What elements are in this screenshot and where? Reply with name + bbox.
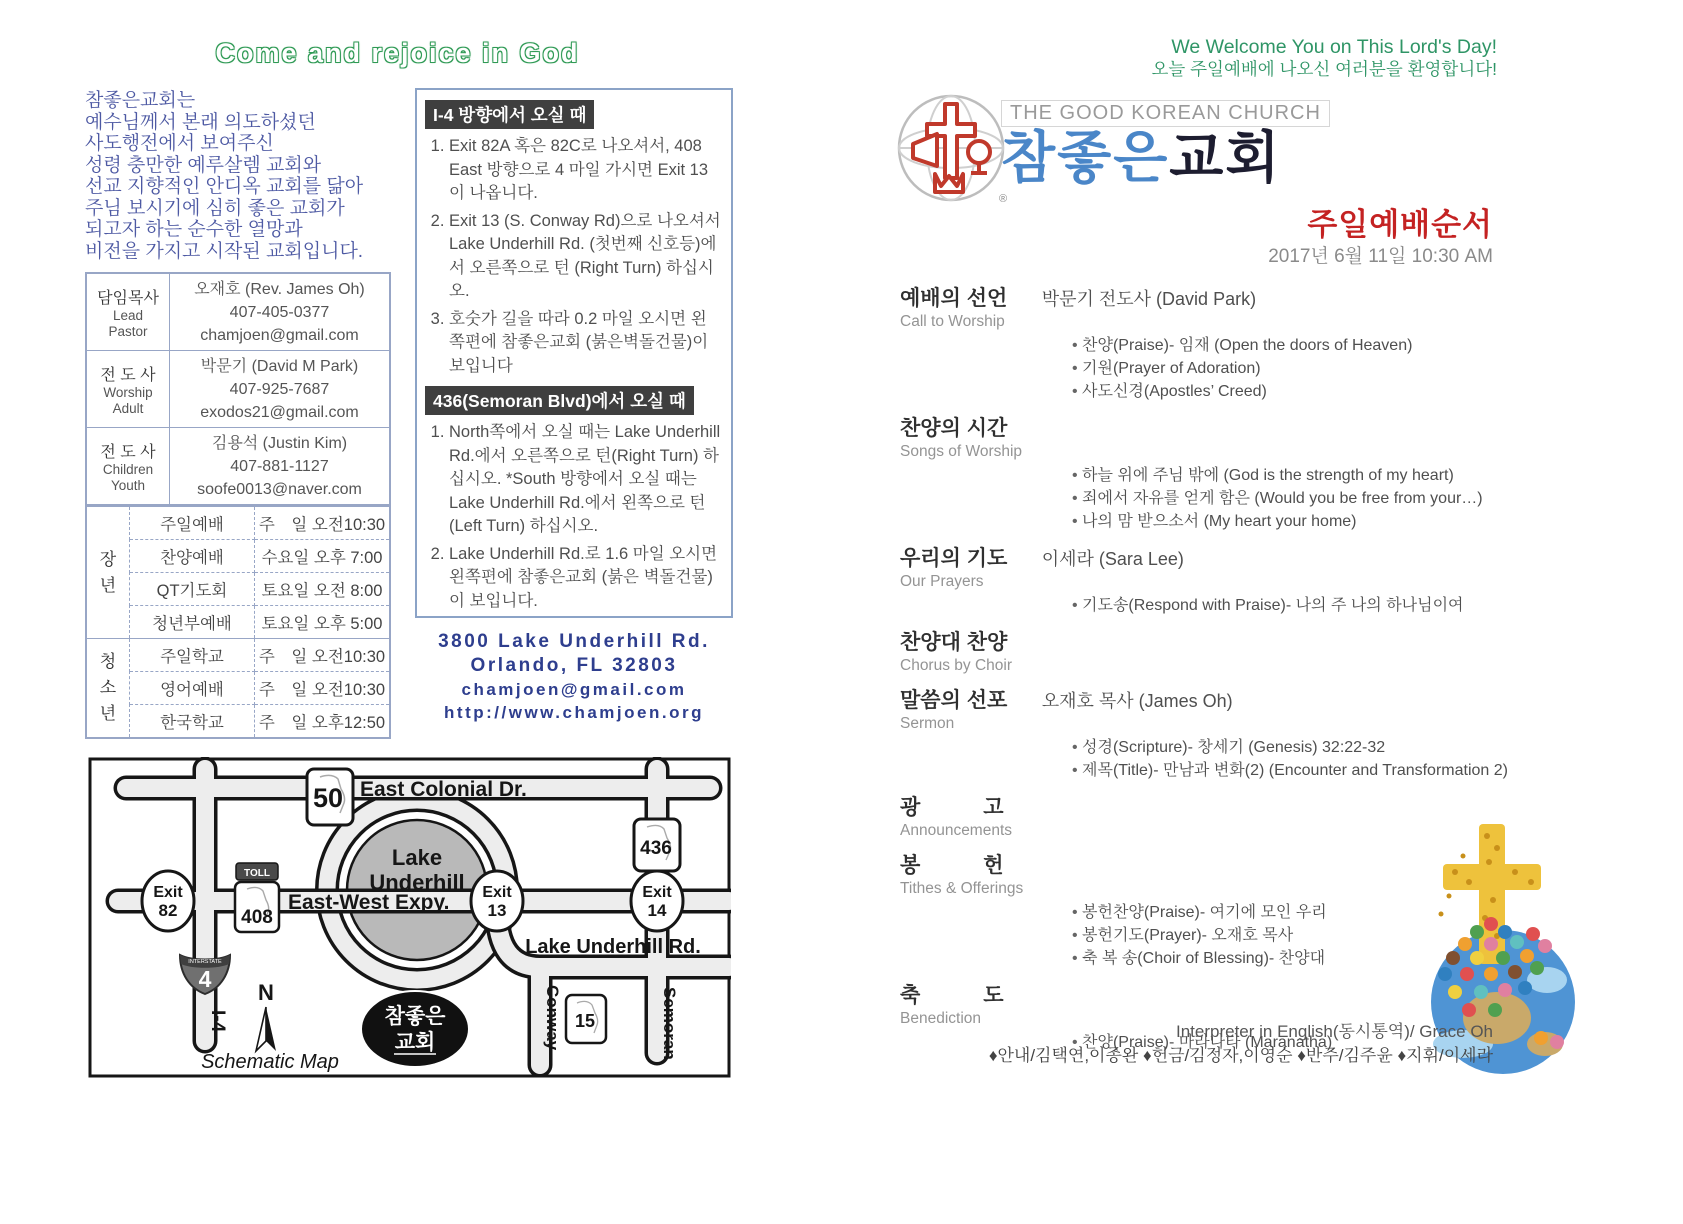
section-leader: 오재호 목사 (James Oh) xyxy=(1041,691,1233,711)
directions-box xyxy=(415,88,733,618)
table-row xyxy=(86,351,390,428)
worship-item: • 봉헌찬양(Praise)- 여기에 모인 우리 xyxy=(1072,901,1496,924)
table-row xyxy=(86,428,390,506)
welcome-line-ko: 오늘 주일예배에 나오신 여러분을 환영합니다! xyxy=(1151,59,1497,79)
staff-role-ko: 전 도 사 xyxy=(100,366,156,384)
intro-line: 되고자 하는 순수한 열망과 xyxy=(85,219,303,240)
svg-text:INTERSTATE: INTERSTATE xyxy=(188,959,222,965)
section-title-ko: 찬양의 시간 xyxy=(900,417,1008,440)
address-city: Orlando, FL 32803 xyxy=(470,655,678,676)
staff-phone: 407-405-0377 xyxy=(229,303,330,321)
staff-contact-table xyxy=(85,272,391,506)
worship-item: • 사도신경(Apostles’ Creed) xyxy=(1072,380,1496,403)
direction-step: 2. Exit 13 (S. Conway Rd)으로 나오셔서 Lake Underhill Rd. (첫번째 신호등)에서 오른쪽으로 턴 (Right Turn) 하십시오. xyxy=(449,210,721,304)
service-name: 주일예배 xyxy=(130,506,255,540)
welcome-line-en: We Welcome You on This Lord's Day! xyxy=(1171,36,1497,58)
exit-14-marker xyxy=(631,871,683,931)
service-schedule-table xyxy=(85,505,391,739)
svg-text:14: 14 xyxy=(647,901,667,920)
directions-heading-436: 436(Semoran Blvd)에서 오실 때 xyxy=(425,386,694,415)
section-title-ko: 말씀의 선포 xyxy=(900,689,1008,712)
direction-step: 2. Lake Underhill Rd.로 1.6 마일 오시면 왼쪽편에 참좋은교회 (붉은 벽돌건물)이 보입니다. xyxy=(449,543,721,614)
group-label-char: 년 xyxy=(99,704,117,723)
lake-label-line2: Underhill xyxy=(369,870,465,895)
svg-text:TOLL: TOLL xyxy=(244,868,270,879)
address-email: chamjoen@gmail.com xyxy=(461,680,687,699)
worship-order-title: 주일예배순서 xyxy=(1307,207,1493,242)
worship-item: • 하늘 위에 주님 밖에 (God is the strength of my heart) xyxy=(1072,464,1496,487)
svg-text:50: 50 xyxy=(312,783,344,813)
directions-list-436 xyxy=(427,421,721,613)
table-row xyxy=(86,540,390,573)
table-row xyxy=(86,573,390,606)
church-name-ko xyxy=(1001,127,1330,189)
service-time: 수요일 오후 7:00 xyxy=(255,540,391,573)
section-title-en: Songs of Worship xyxy=(900,443,1023,460)
worship-item: • 성경(Scripture)- 창세기 (Genesis) 32:22-32 xyxy=(1072,736,1496,759)
service-time: 토요일 오후 5:00 xyxy=(255,606,391,639)
registered-mark: ® xyxy=(999,193,1008,205)
staff-role-en: Adult xyxy=(112,400,144,416)
schematic-map-caption: Schematic Map xyxy=(201,1051,339,1073)
worship-item: • 기원(Prayer of Adoration) xyxy=(1072,357,1496,380)
staff-role-ko: 전 도 사 xyxy=(100,443,156,461)
group-label-char: 년 xyxy=(99,575,117,595)
lake-underhill-rd-label: Lake Underhill Rd. xyxy=(525,936,701,958)
interpreter-note: Interpreter in English(동시통역)/ Grace Oh xyxy=(1175,1022,1493,1041)
section-title-en: Benediction xyxy=(900,1010,982,1027)
service-time: 토요일 오전 8:00 xyxy=(255,573,391,606)
direction-step: 1. North쪽에서 오실 때는 Lake Underhill Rd.에서 오른쪽으로 턴(Right Turn) 하십시오. *South 방향에서 오실 때는 Lake Underhill Rd.에서 왼쪽으로 턴(Left Turn) 하십시오. xyxy=(449,421,721,539)
direction-step: 3. 호숫가 길을 따라 0.2 마일 오시면 왼쪽편에 참좋은교회 (붉은벽돌건물)이 보입니다 xyxy=(449,308,721,379)
church-address-block xyxy=(415,630,733,724)
svg-text:13: 13 xyxy=(487,901,507,920)
worship-section-our-prayers xyxy=(900,542,1496,617)
schematic-map xyxy=(88,757,731,1078)
service-name: 영어예배 xyxy=(130,672,255,705)
staff-role-ko: 담임목사 xyxy=(97,289,159,307)
service-time: 주 일 오후12:50 xyxy=(255,705,391,739)
worship-item: • 나의 맘 받으소서 (My heart your home) xyxy=(1072,510,1496,533)
worship-item: • 축 복 송(Choir of Blessing)- 찬양대 xyxy=(1072,947,1496,970)
svg-text:82: 82 xyxy=(158,901,178,920)
section-leader: 박문기 전도사 (David Park) xyxy=(1041,289,1257,309)
svg-text:15: 15 xyxy=(574,1011,596,1031)
route-436-shield xyxy=(634,819,680,871)
service-name: 찬양예배 xyxy=(130,540,255,573)
group-label-char: 장 xyxy=(99,549,117,569)
table-row xyxy=(86,705,390,739)
section-title-ko: 광 고 xyxy=(900,796,1004,819)
worship-order-date: 2017년 6월 11일 10:30 AM xyxy=(1268,246,1493,267)
church-name-en: THE GOOD KOREAN CHURCH xyxy=(1001,100,1330,127)
staff-role-en: Lead xyxy=(112,307,144,323)
svg-text:교회: 교회 xyxy=(394,1031,436,1054)
church-intro-paragraph xyxy=(85,90,415,262)
staff-email: soofe0013@naver.com xyxy=(197,480,362,498)
staff-role-en: Youth xyxy=(110,477,146,493)
route-15-shield xyxy=(566,995,606,1043)
svg-text:4: 4 xyxy=(198,966,212,992)
conway-road-label: Conway xyxy=(543,985,562,1051)
direction-step: 1. Exit 82A 혹은 82C로 나오셔서, 408 East 방향으로 4 마일 가시면 Exit 13이 나옵니다. xyxy=(449,135,721,206)
address-website: http://www.chamjoen.org xyxy=(444,703,704,722)
directions-list-i4 xyxy=(427,135,721,378)
svg-text:N: N xyxy=(258,980,274,1005)
svg-text:Exit: Exit xyxy=(153,884,183,901)
section-title-en: Sermon xyxy=(900,715,955,732)
section-title-en: Our Prayers xyxy=(900,573,984,590)
directions-heading-i4: I-4 방향에서 오실 때 xyxy=(425,100,594,129)
worship-item: • 봉헌기도(Prayer)- 오재호 목사 xyxy=(1072,924,1496,947)
table-row xyxy=(86,639,390,672)
service-name: 한국학교 xyxy=(130,705,255,739)
bulletin-footer xyxy=(900,1020,1493,1068)
intro-line: 비전을 가지고 시작된 교회입니다. xyxy=(85,240,364,262)
svg-text:Exit: Exit xyxy=(482,884,512,901)
worship-section-sermon xyxy=(900,684,1508,782)
staff-name: 김용석 (Justin Kim) xyxy=(211,434,348,452)
table-row xyxy=(86,273,390,351)
section-title-en: Announcements xyxy=(900,822,1013,839)
church-name-ko-dark: 교회 xyxy=(1169,126,1282,189)
worship-item: • 죄에서 자유를 얻게 함은 (Would you be free from your…) xyxy=(1072,487,1496,510)
page-left-title: Come and rejoice in God xyxy=(215,38,580,68)
service-time: 주 일 오전10:30 xyxy=(255,506,391,540)
route-50-shield xyxy=(307,769,353,825)
intro-line: 주님 보시기에 심히 좋은 교회가 xyxy=(85,197,345,219)
section-title-ko: 축 도 xyxy=(900,984,1004,1007)
church-name-ko-blue: 참좋은 xyxy=(1001,126,1170,189)
route-408-toll-shield xyxy=(235,863,279,932)
exit-82-marker xyxy=(142,871,194,931)
svg-text:408: 408 xyxy=(241,907,273,928)
section-title-en: Call to Worship xyxy=(900,313,1005,330)
worship-section-call-to-worship xyxy=(900,282,1496,403)
worship-section-songs-of-worship xyxy=(900,412,1496,533)
table-row xyxy=(86,606,390,639)
east-colonial-label: East Colonial Dr. xyxy=(360,778,527,801)
section-title-ko: 예배의 선언 xyxy=(900,287,1008,310)
lake-label-line1: Lake xyxy=(391,845,443,870)
staff-phone: 407-925-7687 xyxy=(229,380,330,398)
service-name: 청년부예배 xyxy=(130,606,255,639)
staff-name: 박문기 (David M Park) xyxy=(200,357,359,375)
worship-item: • 찬양(Praise)- 마라나타 (Maranatha) xyxy=(1072,1031,1496,1054)
church-logo-globe-icon xyxy=(893,90,1013,210)
group-label-char: 청 xyxy=(99,652,117,671)
service-time: 주 일 오전10:30 xyxy=(255,672,391,705)
church-logo xyxy=(893,90,1505,210)
staff-name: 오재호 (Rev. James Oh) xyxy=(194,280,365,298)
worship-item: • 기도송(Respond with Praise)- 나의 주 나의 하나님이여 xyxy=(1072,594,1496,617)
table-row xyxy=(86,506,390,540)
staff-role-en: Pastor xyxy=(108,323,148,339)
worship-item: • 제목(Title)- 만남과 변화(2) (Encounter and Transformation 2) xyxy=(1072,759,1496,782)
servers-list: ♦안내/김택연,이종완 ♦헌금/김정자,이영순 ♦반주/김주윤 ♦지휘/이세라 xyxy=(988,1046,1493,1065)
exit-13-marker xyxy=(471,871,523,931)
worship-item: • 찬양(Praise)- 임재 (Open the doors of Heaven) xyxy=(1072,334,1496,357)
section-title-ko: 봉 헌 xyxy=(900,854,1004,877)
service-name: 주일학교 xyxy=(130,639,255,672)
staff-email: chamjoen@gmail.com xyxy=(200,326,359,344)
intro-line: 참좋은교회는 xyxy=(85,90,196,111)
intro-line: 선교 지향적인 안디옥 교회를 닮아 xyxy=(85,176,364,197)
section-title-ko: 찬양대 찬양 xyxy=(900,631,1008,654)
staff-role-en: Worship xyxy=(103,384,153,400)
i4-road-label: I-4 xyxy=(207,1010,228,1033)
section-title-en: Chorus by Choir xyxy=(900,657,1012,674)
intro-line: 성령 충만한 예루살렘 교회와 xyxy=(85,154,322,176)
service-time: 주 일 오전10:30 xyxy=(255,639,391,672)
section-title-en: Tithes & Offerings xyxy=(900,880,1024,897)
welcome-message xyxy=(900,36,1497,80)
table-row xyxy=(86,672,390,705)
svg-text:Exit: Exit xyxy=(642,884,672,901)
worship-section-choir xyxy=(900,626,1496,675)
section-title-ko: 우리의 기도 xyxy=(900,547,1008,570)
group-label-char: 소 xyxy=(99,678,117,697)
section-leader: 이세라 (Sara Lee) xyxy=(1041,549,1184,569)
svg-text:참좋은: 참좋은 xyxy=(384,1005,446,1028)
semoran-road-label: Semoran xyxy=(660,987,679,1060)
address-street: 3800 Lake Underhill Rd. xyxy=(438,631,710,652)
service-name: QT기도회 xyxy=(130,573,255,606)
church-location-marker xyxy=(361,991,469,1067)
east-west-expy-label: East-West Expy. xyxy=(288,891,450,914)
svg-text:436: 436 xyxy=(640,838,672,859)
intro-line: 사도행전에서 보여주신 xyxy=(85,133,274,154)
staff-role-en: Children xyxy=(102,461,154,477)
church-logo-text xyxy=(1001,100,1330,189)
staff-email: exodos21@gmail.com xyxy=(200,403,359,421)
intro-line: 예수님께서 본래 의도하셨던 xyxy=(85,111,316,133)
staff-phone: 407-881-1127 xyxy=(230,457,329,475)
